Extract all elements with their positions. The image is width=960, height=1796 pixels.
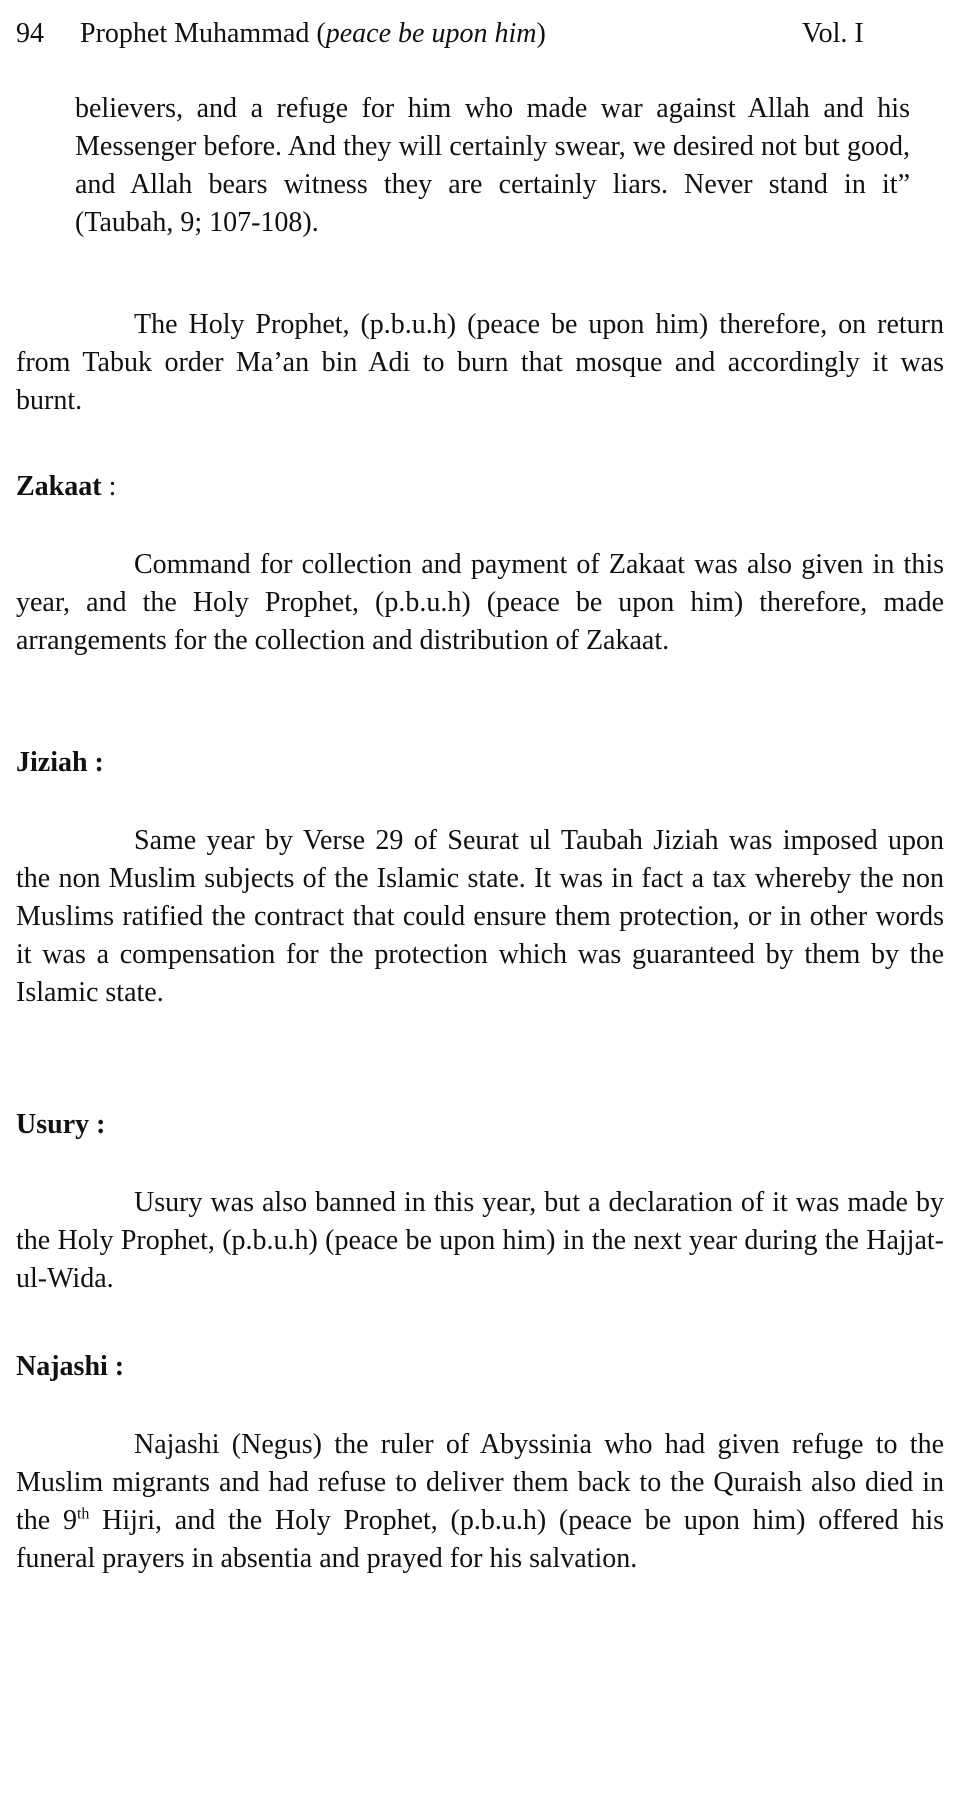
book-title-close: ): [536, 18, 546, 49]
volume-label: Vol. I: [802, 18, 864, 49]
book-title-italic: peace be upon him: [325, 18, 537, 49]
heading-najashi: [16, 1348, 124, 1386]
quoted-verse: believers, and a refuge for him who made war against Allah and his Messenger before. And they will certainly swear, we desired not but good, and Allah bears witness they are certainly liars. Never stand in it” (Taubah, 9; 107-108).: [75, 93, 910, 238]
najashi-text-before: Najashi (Negus) the ruler of Abyssinia who had given refuge to the Muslim migrants and had refuse to deliver them back to the Quraish also died in the 9: [16, 1429, 944, 1536]
heading-zakaat-separator: :: [101, 471, 117, 502]
intro-paragraph: The Holy Prophet, (p.b.u.h) (peace be upon him) therefore, on return from Tabuk order Ma’an bin Adi to burn that mosque and accordingly it was burnt.: [16, 309, 944, 416]
book-title: [80, 14, 546, 54]
heading-jiziah-label: Jiziah :: [16, 747, 104, 778]
heading-zakaat: [16, 468, 116, 506]
heading-zakaat-label: Zakaat: [16, 471, 102, 502]
heading-usury: [16, 1106, 105, 1144]
book-title-main: Prophet Muhammad (: [80, 18, 326, 49]
najashi-text-after: Hijri, and the Holy Prophet, (p.b.u.h) (peace be upon him) offered his funeral prayers in absentia and prayed for his salvation.: [16, 1505, 944, 1574]
running-header: [16, 14, 876, 54]
zakaat-paragraph: Command for collection and payment of Zakaat was also given in this year, and the Holy Prophet, (p.b.u.h) (peace be upon him) therefore, made arrangements for the collection and distribution of Zakaat.: [16, 549, 944, 656]
najashi-paragraph: [16, 1426, 944, 1578]
heading-jiziah: [16, 744, 104, 782]
jiziah-paragraph: Same year by Verse 29 of Seurat ul Taubah Jiziah was imposed upon the non Muslim subjects of the Islamic state. It was in fact a tax whereby the non Muslims ratified the contract that could ensure them protection, or in other words it was a compensation for the protection which was guaranteed by them by the Islamic state.: [16, 825, 944, 1008]
heading-usury-label: Usury :: [16, 1109, 106, 1140]
heading-najashi-label: Najashi :: [16, 1351, 125, 1382]
page-number: 94: [16, 18, 44, 49]
usury-paragraph: Usury was also banned in this year, but a declaration of it was made by the Holy Prophet, (p.b.u.h) (peace be upon him) in the next year during the Hajjat-ul-Wida.: [16, 1187, 944, 1294]
ordinal-suffix: th: [76, 1505, 90, 1523]
